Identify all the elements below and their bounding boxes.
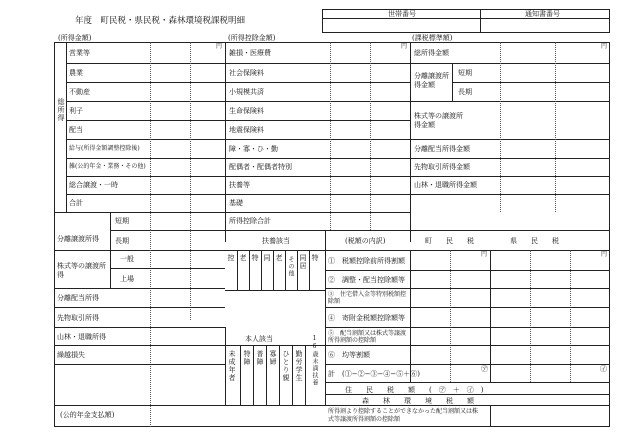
- tax-row-1: ① 税額控除前所得割額: [328, 257, 405, 265]
- tax-row-5: ⑤ 配当割額又は株式等譲渡所得割額の控除額: [328, 330, 407, 345]
- household-number-label: 世帯番号: [388, 10, 416, 18]
- tax-row-3: ③ 住宅借入金等特別税額控除額: [328, 291, 407, 306]
- deduction-disability: 障・寡・ひ・勤: [229, 145, 278, 153]
- tax-base-separate-dividend: 分離配当所得金額: [414, 145, 470, 153]
- tax-row-4: ④ 寄附金税額控除額等: [328, 314, 405, 322]
- self-col-minor: 未成年者: [228, 350, 236, 382]
- tax-detail-header: (税額の内訳): [345, 237, 386, 245]
- self-col-working-student: 勤労学生: [295, 350, 303, 382]
- deduction-total: 所得控除合計: [229, 217, 271, 225]
- deduction-spouse: 配偶者・配偶者特別: [229, 163, 292, 171]
- dependent-col-spouse: 控: [227, 254, 235, 262]
- tax-row-2: ② 調整・配当控除額等: [328, 276, 405, 284]
- stock-transfer-label: 株式等の譲渡所得: [57, 262, 106, 280]
- unit-yen-tax-base: 円: [601, 43, 608, 50]
- undeducted-dividend-note: 所得割より控除することができなかった配当割額又は株式等譲渡所得割額の控除額: [328, 408, 479, 423]
- resident-tax-total-label: 住 民 税 額 ( ㋐ ＋ ㋑ ): [345, 386, 484, 394]
- deduction-dependents: 扶養等: [229, 181, 250, 189]
- deduction-small-business: 小規模共済: [229, 88, 264, 96]
- unit-yen-prefecture: 円: [601, 251, 608, 258]
- dependent-col-cohabit-disabled: 同居: [299, 254, 307, 270]
- section-tax-base: (課税標準額): [412, 34, 453, 42]
- tax-base-forest-retire: 山林・退職所得金額: [414, 181, 477, 189]
- section-income: (所得金額): [58, 34, 92, 42]
- notice-number-label: 通知書番号: [525, 10, 560, 18]
- under16-dependents: 16歳未満扶養: [311, 335, 318, 386]
- tax-base-stock-transfer: 株式等の譲渡所得金額: [414, 112, 463, 130]
- income-item-interest: 利子: [69, 107, 83, 115]
- dependent-col-cohabit: 同: [263, 254, 271, 262]
- tax-row-6: ⑥ 均等割額: [328, 351, 370, 359]
- unit-yen-deduction: 円: [401, 43, 408, 50]
- prefecture-tax-header: 県 民 税: [510, 237, 559, 245]
- deduction-basic: 基礎: [229, 199, 243, 207]
- deduction-life-insurance: 生命保険料: [229, 107, 264, 115]
- dependent-col-elderly: 老: [239, 254, 247, 262]
- income-item-agriculture: 農業: [69, 69, 83, 77]
- deduction-earthquake-insurance: 地震保険料: [229, 126, 264, 134]
- stock-listed-label: 上場: [120, 275, 134, 283]
- income-item-comprehensive-transfer: 総合譲渡・一時: [69, 181, 118, 189]
- town-tax-header: 町 民 税: [425, 237, 474, 245]
- self-applicable-header: 本人該当: [245, 335, 273, 343]
- futures-label: 先物取引所得: [57, 314, 99, 322]
- self-col-single-parent: ひとり親: [282, 350, 290, 382]
- income-item-real-estate: 不動産: [69, 88, 90, 96]
- dependent-col-specific: 特: [251, 254, 259, 262]
- separate-transfer-label: 分離譲渡所得: [57, 235, 99, 243]
- carryover-loss-label: 繰越損失: [57, 351, 85, 359]
- mark-b-prefecture: ㋑: [600, 365, 607, 373]
- forest-environment-tax-label: 森 林 環 境 税 額: [362, 397, 474, 405]
- dependent-col-other: その他: [287, 256, 294, 277]
- income-item-total: 合計: [69, 199, 83, 207]
- self-col-widow: 寡婦: [269, 350, 277, 366]
- stock-general-label: 一般: [120, 255, 134, 263]
- tax-base-short: 短期: [458, 69, 472, 77]
- section-deduction: (所得控除金額): [228, 34, 276, 42]
- tax-base-long: 長期: [458, 88, 472, 96]
- dependent-header: 扶養該当: [262, 237, 290, 245]
- separate-dividend-label: 分離配当所得: [57, 294, 99, 302]
- dependent-col-aged: 老: [275, 254, 283, 262]
- mark-a-town: ㋐: [481, 365, 488, 373]
- long-term-label: 長期: [115, 237, 129, 245]
- tax-base-futures: 先物取引所得金額: [414, 163, 470, 171]
- tax-base-total-income: 総所得金額: [414, 49, 449, 57]
- forest-retire-label: 山林・退職所得: [57, 333, 106, 341]
- tax-base-separate-transfer: 分離譲渡所得金額: [414, 72, 449, 90]
- income-item-dividend: 配当: [69, 126, 83, 134]
- income-item-business: 営業等: [69, 49, 90, 57]
- deduction-social-insurance: 社会保険料: [229, 69, 264, 77]
- dependent-col-special-disabled: 特: [311, 254, 319, 262]
- self-col-special-disabled: 特障: [243, 350, 251, 366]
- pension-payment-label: (公的年金支払額): [60, 411, 115, 419]
- unit-yen-income: 円: [216, 43, 223, 50]
- self-col-disabled: 普障: [256, 350, 264, 366]
- income-item-misc: 雑(公的年金・業務・その他): [69, 163, 146, 170]
- deduction-medical: 雑損・医療費: [229, 49, 271, 57]
- tax-row-total: 計 (①−②−③−④−⑤＋⑥): [328, 370, 420, 378]
- unit-yen-town: 円: [481, 251, 488, 258]
- income-item-salary: 給与(所得金額調整控除後): [69, 145, 140, 152]
- page-title: 年度 町民税・県民税・森林環境税課税明細: [75, 16, 246, 26]
- income-group-label: 総所得: [57, 98, 65, 122]
- short-term-label: 短期: [115, 217, 129, 225]
